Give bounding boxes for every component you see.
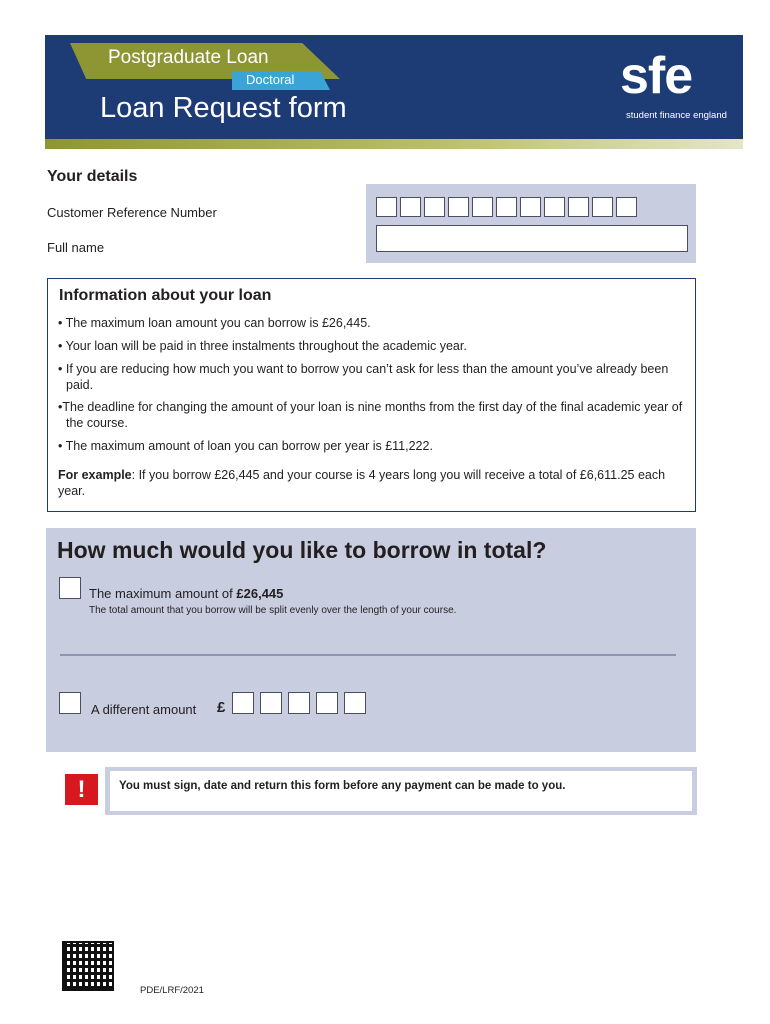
details-heading: Your details	[47, 168, 138, 185]
info-bullet: • The maximum loan amount you can borrow is £26,445.	[58, 316, 371, 330]
crn-digit-box[interactable]	[496, 197, 517, 217]
example-label: For example	[58, 468, 132, 482]
level-label: Doctoral	[246, 72, 295, 87]
crn-digit-box[interactable]	[568, 197, 589, 217]
different-amount-label: A different amount	[91, 702, 197, 717]
crn-digit-box[interactable]	[400, 197, 421, 217]
full-name-field[interactable]	[376, 225, 688, 252]
qr-code-icon	[62, 941, 114, 991]
crn-digit-box[interactable]	[472, 197, 493, 217]
amount-digit-box[interactable]	[344, 692, 366, 714]
example-text: : If you borrow £26,445 and your course is 4 years long you will receive a total of £6,611.25 each year.	[58, 468, 666, 498]
different-amount-checkbox[interactable]	[59, 692, 81, 714]
crn-digit-box[interactable]	[424, 197, 445, 217]
amount-digit-box[interactable]	[288, 692, 310, 714]
crn-digit-box[interactable]	[448, 197, 469, 217]
max-amount-note: The total amount that you borrow will be split evenly over the length of your course.	[89, 605, 457, 616]
crn-label: Customer Reference Number	[47, 205, 217, 220]
option-divider	[60, 654, 676, 656]
info-bullet: •The deadline for changing the amount of your loan is nine months from the first day of the final academic year of the course.	[58, 400, 683, 430]
sfe-logo: sfe	[620, 47, 693, 105]
exclamation-icon: !	[65, 774, 98, 805]
max-amount-checkbox[interactable]	[59, 577, 81, 599]
loan-info-heading: Information about your loan	[59, 287, 272, 304]
sfe-logo-subtitle: student finance england	[626, 110, 727, 121]
form-code: PDE/LRF/2021	[140, 985, 204, 996]
amount-digit-box[interactable]	[260, 692, 282, 714]
info-bullet: • If you are reducing how much you want to borrow you can’t ask for less than the amount you’ve already been paid.	[58, 362, 669, 392]
amount-input	[232, 692, 366, 714]
full-name-label: Full name	[47, 240, 105, 255]
header-stripe	[45, 139, 743, 149]
form-title: Loan Request form	[100, 92, 347, 124]
crn-digit-box[interactable]	[520, 197, 541, 217]
max-amount-value: £26,445	[236, 586, 284, 601]
example-paragraph	[58, 467, 678, 499]
amount-digit-box[interactable]	[232, 692, 254, 714]
max-amount-label	[89, 586, 283, 601]
info-bullet: • The maximum amount of loan you can borrow per year is £11,222.	[58, 439, 433, 453]
info-bullet: • Your loan will be paid in three instalments throughout the academic year.	[58, 339, 467, 353]
max-amount-prefix: The maximum amount of	[89, 586, 237, 601]
programme-label: Postgraduate Loan	[108, 47, 269, 68]
warning-text: You must sign, date and return this form before any payment can be made to you.	[119, 780, 566, 792]
amount-digit-box[interactable]	[316, 692, 338, 714]
borrow-heading: How much would you like to borrow in total?	[57, 537, 547, 563]
crn-digit-box[interactable]	[592, 197, 613, 217]
currency-symbol: £	[217, 699, 226, 716]
crn-input	[376, 197, 637, 217]
crn-digit-box[interactable]	[376, 197, 397, 217]
crn-digit-box[interactable]	[544, 197, 565, 217]
crn-digit-box[interactable]	[616, 197, 637, 217]
